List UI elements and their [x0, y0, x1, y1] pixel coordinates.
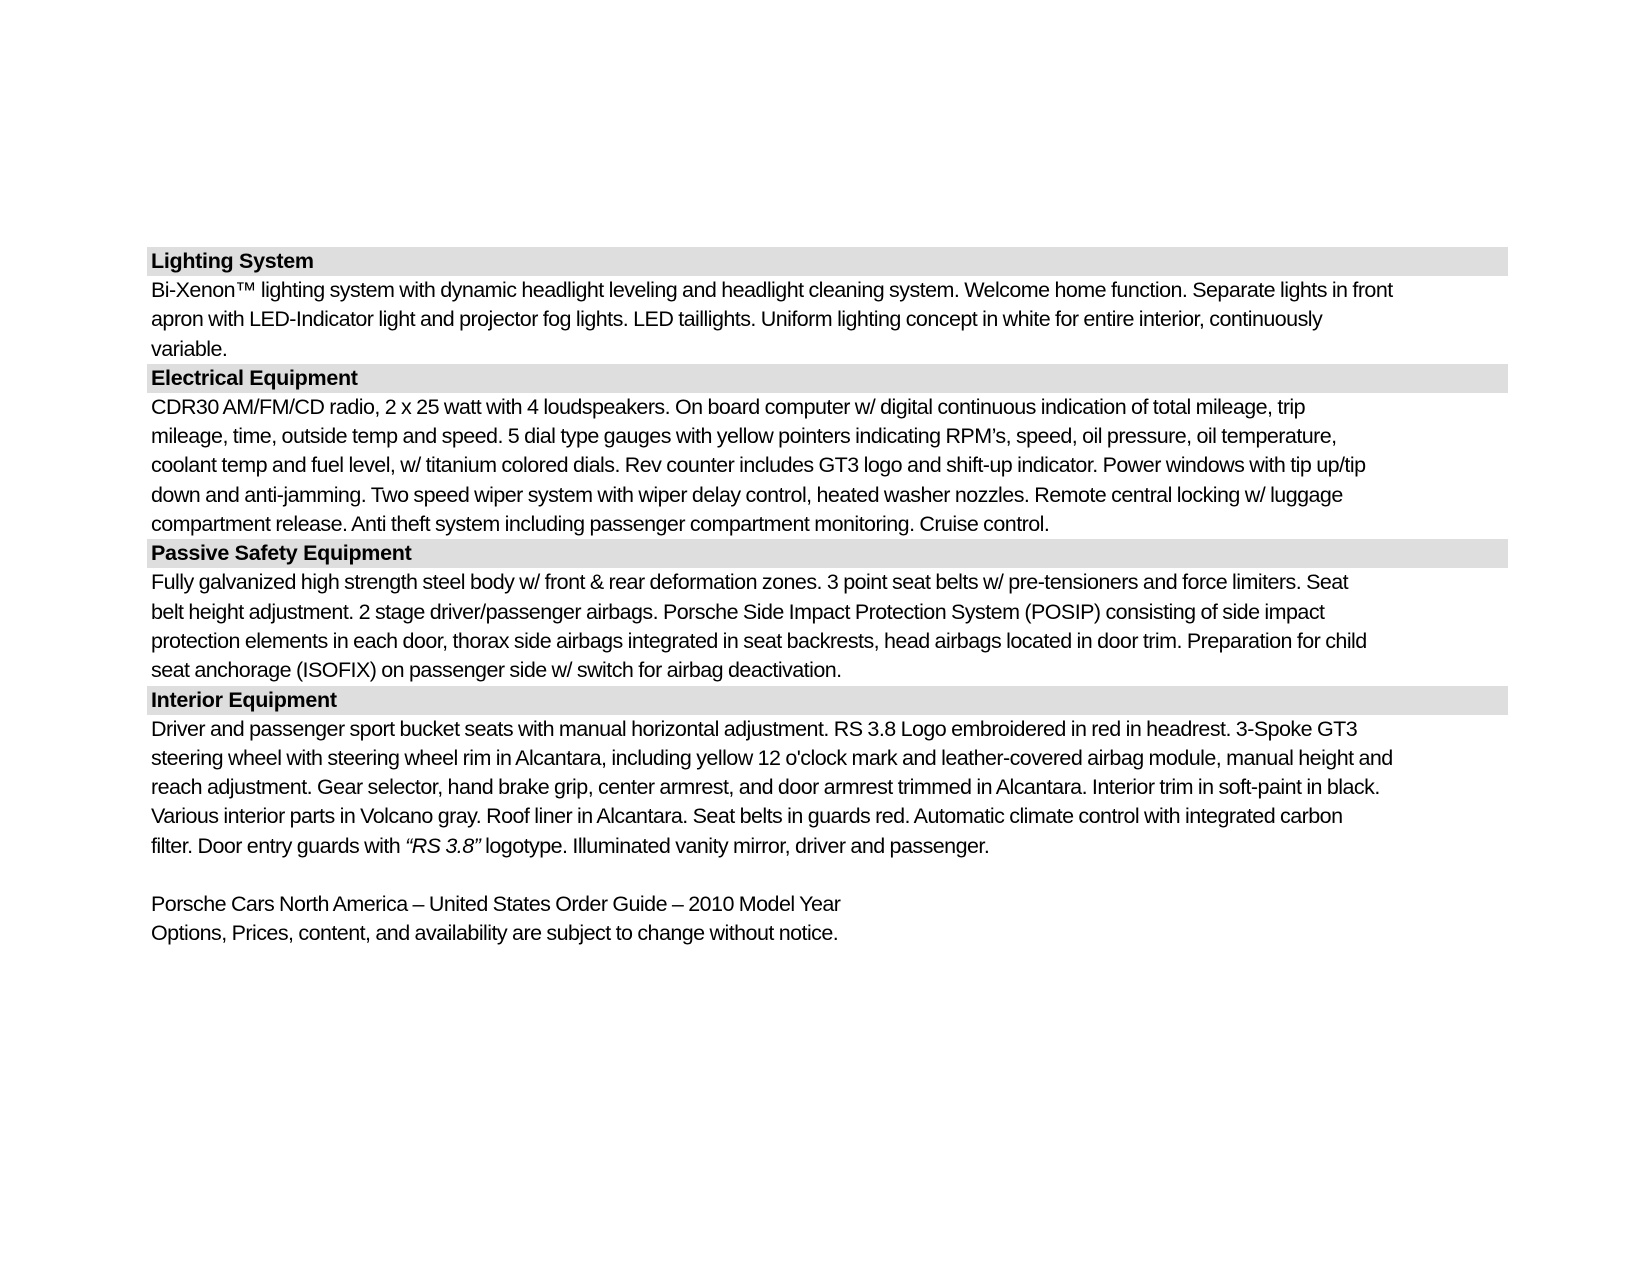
logotype-text: “RS 3.8”: [405, 833, 481, 858]
footer-line-title: Porsche Cars North America – United States Order Guide – 2010 Model Year: [151, 892, 841, 917]
section-body: [147, 715, 1508, 861]
document-page: [147, 247, 1508, 949]
body-line: reach adjustment. Gear selector, hand brake grip, center armrest, and door armrest trimmed in Alcantara. Interior trim in soft-paint in black.: [151, 775, 1380, 800]
section-body: [147, 393, 1508, 539]
body-line: variable.: [151, 336, 228, 361]
body-line: Various interior parts in Volcano gray. Roof liner in Alcantara. Seat belts in guards red. Automatic climate control with integrated carbon: [151, 804, 1343, 829]
text-segment: filter. Door entry guards with: [151, 833, 406, 858]
body-line: Fully galvanized high strength steel body w/ front & rear deformation zones. 3 point seat belts w/ pre-tensioners and force limiters. Seat: [151, 570, 1349, 595]
body-line-last: [151, 832, 1508, 861]
section-title: Passive Safety Equipment: [147, 539, 1508, 568]
section-passive-safety-equipment: [147, 539, 1508, 685]
body-line: Driver and passenger sport bucket seats with manual horizontal adjustment. RS 3.8 Logo embroidered in red in headrest. 3-Spoke GT3: [151, 716, 1358, 741]
section-title: Lighting System: [147, 247, 1508, 276]
footer: [147, 890, 1508, 949]
body-line: steering wheel with steering wheel rim in Alcantara, including yellow 12 o'clock mark and leather-covered airbag module, manual height and: [151, 745, 1393, 770]
body-line: coolant temp and fuel level, w/ titanium colored dials. Rev counter includes GT3 logo and shift-up indicator. Power windows with tip up/tip: [151, 453, 1366, 478]
section-electrical-equipment: [147, 364, 1508, 539]
footer-line-disclaimer: Options, Prices, content, and availability are subject to change without notice.: [151, 921, 839, 946]
body-line: belt height adjustment. 2 stage driver/passenger airbags. Porsche Side Impact Protection System (POSIP) consisting of side impact: [151, 599, 1325, 624]
body-line: down and anti-jamming. Two speed wiper system with wiper delay control, heated washer nozzles. Remote central locking w/ luggage: [151, 482, 1343, 507]
body-line: seat anchorage (ISOFIX) on passenger side w/ switch for airbag deactivation.: [151, 658, 842, 683]
section-body: [147, 568, 1508, 685]
body-line: compartment release. Anti theft system including passenger compartment monitoring. Cruise control.: [151, 512, 1050, 537]
section-interior-equipment: [147, 686, 1508, 861]
body-line: protection elements in each door, thorax side airbags integrated in seat backrests, head airbags located in door trim. Preparation for child: [151, 628, 1367, 653]
body-line: Bi-Xenon™ lighting system with dynamic headlight leveling and headlight cleaning system. Welcome home function. Separate lights in front: [151, 278, 1393, 302]
body-line: apron with LED-Indicator light and projector fog lights. LED taillights. Uniform lighting concept in white for entire interior, continuously: [151, 307, 1323, 332]
body-line: CDR30 AM/FM/CD radio, 2 x 25 watt with 4 loudspeakers. On board computer w/ digital continuous indication of total mileage, trip: [151, 394, 1306, 419]
section-body: [147, 276, 1508, 364]
body-line: mileage, time, outside temp and speed. 5 dial type gauges with yellow pointers indicating RPM’s, speed, oil pressure, oil temperature,: [151, 424, 1337, 449]
text-segment: logotype. Illuminated vanity mirror, driver and passenger.: [480, 833, 990, 858]
section-lighting-system: [147, 247, 1508, 364]
section-title: Electrical Equipment: [147, 364, 1508, 393]
section-title: Interior Equipment: [147, 686, 1508, 715]
